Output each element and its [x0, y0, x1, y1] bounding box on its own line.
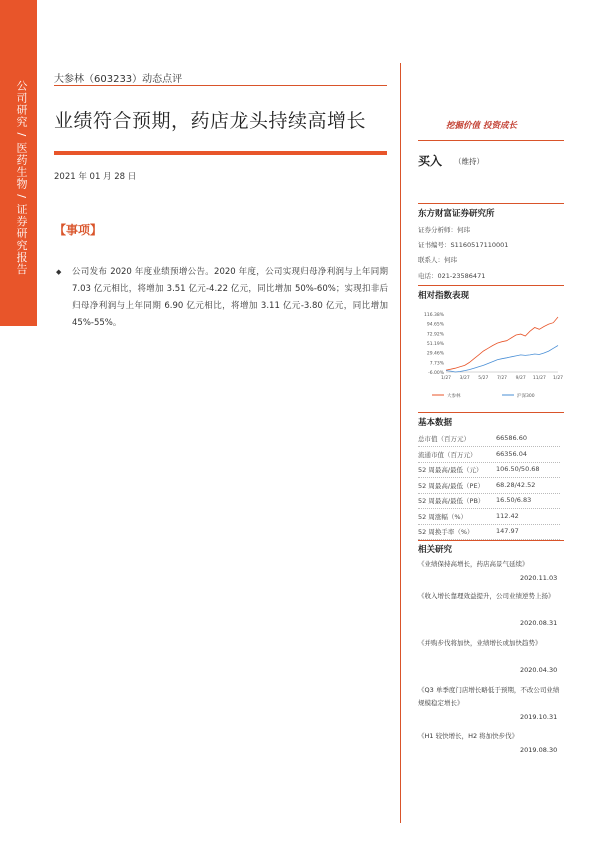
x-tick-label: 5/27	[478, 376, 489, 381]
x-tick-label: 3/27	[459, 376, 470, 381]
basic-data-label: 52 周最高/最低（PE）	[418, 481, 485, 490]
basic-data-row	[418, 509, 560, 525]
bullet-icon: ◆	[56, 268, 62, 276]
series-line	[446, 346, 558, 373]
basic-data-label: 52 周最高/最低（元）	[418, 466, 483, 474]
basic-data-row	[418, 493, 560, 509]
related-report-date: 2020.04.30	[520, 666, 558, 674]
contact: 联系人：何玮	[418, 256, 457, 264]
basic-data-label: 52 周换手率（%）	[418, 528, 474, 536]
rating-sub: （维持）	[454, 157, 484, 166]
basic-data-label: 流通市值（百万元）	[418, 450, 477, 459]
basic-data-value: 68.28/42.52	[496, 480, 536, 489]
y-tick-label: 116.38%	[423, 313, 444, 318]
related-divider	[418, 540, 564, 541]
basic-title: 基本数据	[418, 418, 453, 428]
slogan-divider	[418, 140, 564, 141]
column-divider	[400, 63, 401, 823]
basic-data-row	[418, 462, 560, 478]
perf-title: 相对指数表现	[418, 291, 470, 301]
related-report-date: 2020.11.03	[520, 574, 558, 582]
basic-data-label: 52 周最高/最低（PB）	[418, 497, 485, 505]
basic-data-row	[418, 524, 560, 540]
body-paragraph: 公司发布 2020 年度业绩预增公告。2020 年度，公司实现归母净利润与上年同期 7.03 亿元相比，将增加 3.51 亿元-4.22 亿元，同比增加 50%-60%；实现扣非后归母净利润与上年同期 6.90 亿元相比，将增加 3.11 亿元-3.80 亿元，同比增加 45%-55%。	[72, 267, 388, 328]
header-divider	[54, 85, 387, 86]
institute-name: 东方财富证券研究所	[418, 209, 495, 219]
legend-label: 大参林	[447, 394, 461, 399]
perf-divider	[418, 285, 564, 286]
related-report-date: 2019.08.30	[520, 746, 558, 754]
performance-chart	[418, 310, 564, 405]
basic-data-label: 52 周涨幅（%）	[418, 512, 468, 521]
basic-data-value: 147.97	[496, 527, 519, 535]
x-tick-label: 1/27	[440, 376, 452, 381]
legend-label: 沪深300	[517, 394, 535, 399]
related-report-title[interactable]: 《H1 较快增长，H2 将加快步伐》	[418, 732, 519, 740]
institute-divider	[418, 203, 564, 204]
x-tick-label: 7/27	[496, 376, 508, 381]
x-tick-label: 1/27	[552, 376, 564, 381]
y-tick-label: 72.92%	[426, 332, 444, 338]
series-line	[446, 317, 558, 370]
related-report-title[interactable]: 《并购步伐将加快，业绩增长或加快趋势》	[418, 639, 542, 647]
stock-header: 大参林（603233）动态点评	[54, 74, 183, 85]
slogan: 挖掘价值 投资成长	[446, 121, 517, 131]
related-title: 相关研究	[418, 545, 453, 555]
x-tick-label: 9/27	[515, 376, 526, 381]
basic-data-row	[418, 478, 560, 494]
x-tick-label: 11/27	[532, 376, 546, 381]
basic-divider	[418, 412, 564, 413]
related-report-date: 2020.08.31	[520, 619, 558, 627]
basic-data-label: 总市值（百万元）	[418, 435, 470, 443]
title-divider	[54, 151, 387, 155]
related-report-title[interactable]: 《Q3 单季度门店增长略低于预期，不改公司业绩规模稳定增长》	[418, 686, 560, 707]
basic-data-value: 112.42	[496, 511, 519, 520]
cert-number: 证书编号：S1160517110001	[418, 241, 509, 249]
rating: 买入	[418, 154, 443, 168]
related-report-date: 2019.10.31	[520, 713, 558, 721]
report-date: 2021 年 01 月 28 日	[54, 172, 137, 182]
basic-data-row	[418, 431, 560, 447]
phone: 电话：021-23586471	[418, 272, 486, 280]
basic-data-value: 16.50/6.83	[496, 496, 532, 504]
sidebar-label: 公司研究 / 医药生物 / 证券研究报告	[15, 80, 28, 276]
page-title: 业绩符合预期，药店龙头持续高增长	[54, 110, 367, 132]
basic-data-row	[418, 447, 560, 463]
y-tick-label: -6.00%	[428, 371, 444, 376]
analyst: 证券分析师：何玮	[418, 226, 470, 234]
sidebar	[0, 0, 37, 842]
y-tick-label: 7.73%	[429, 361, 444, 367]
y-tick-label: 29.46%	[426, 351, 444, 357]
related-report-title[interactable]: 《收入增长靠理效益提升，公司业绩逆势上扬》	[418, 592, 555, 600]
section-tag: 【事项】	[54, 223, 103, 237]
basic-data-value: 106.50/50.68	[496, 465, 540, 473]
related-report-title[interactable]: 《业绩保持高增长，药店高景气延续》	[418, 560, 529, 568]
y-tick-label: 94.65%	[426, 322, 444, 328]
basic-data-value: 66586.60	[496, 434, 528, 442]
y-tick-label: 51.19%	[426, 342, 444, 347]
basic-data-value: 66356.04	[496, 449, 528, 458]
